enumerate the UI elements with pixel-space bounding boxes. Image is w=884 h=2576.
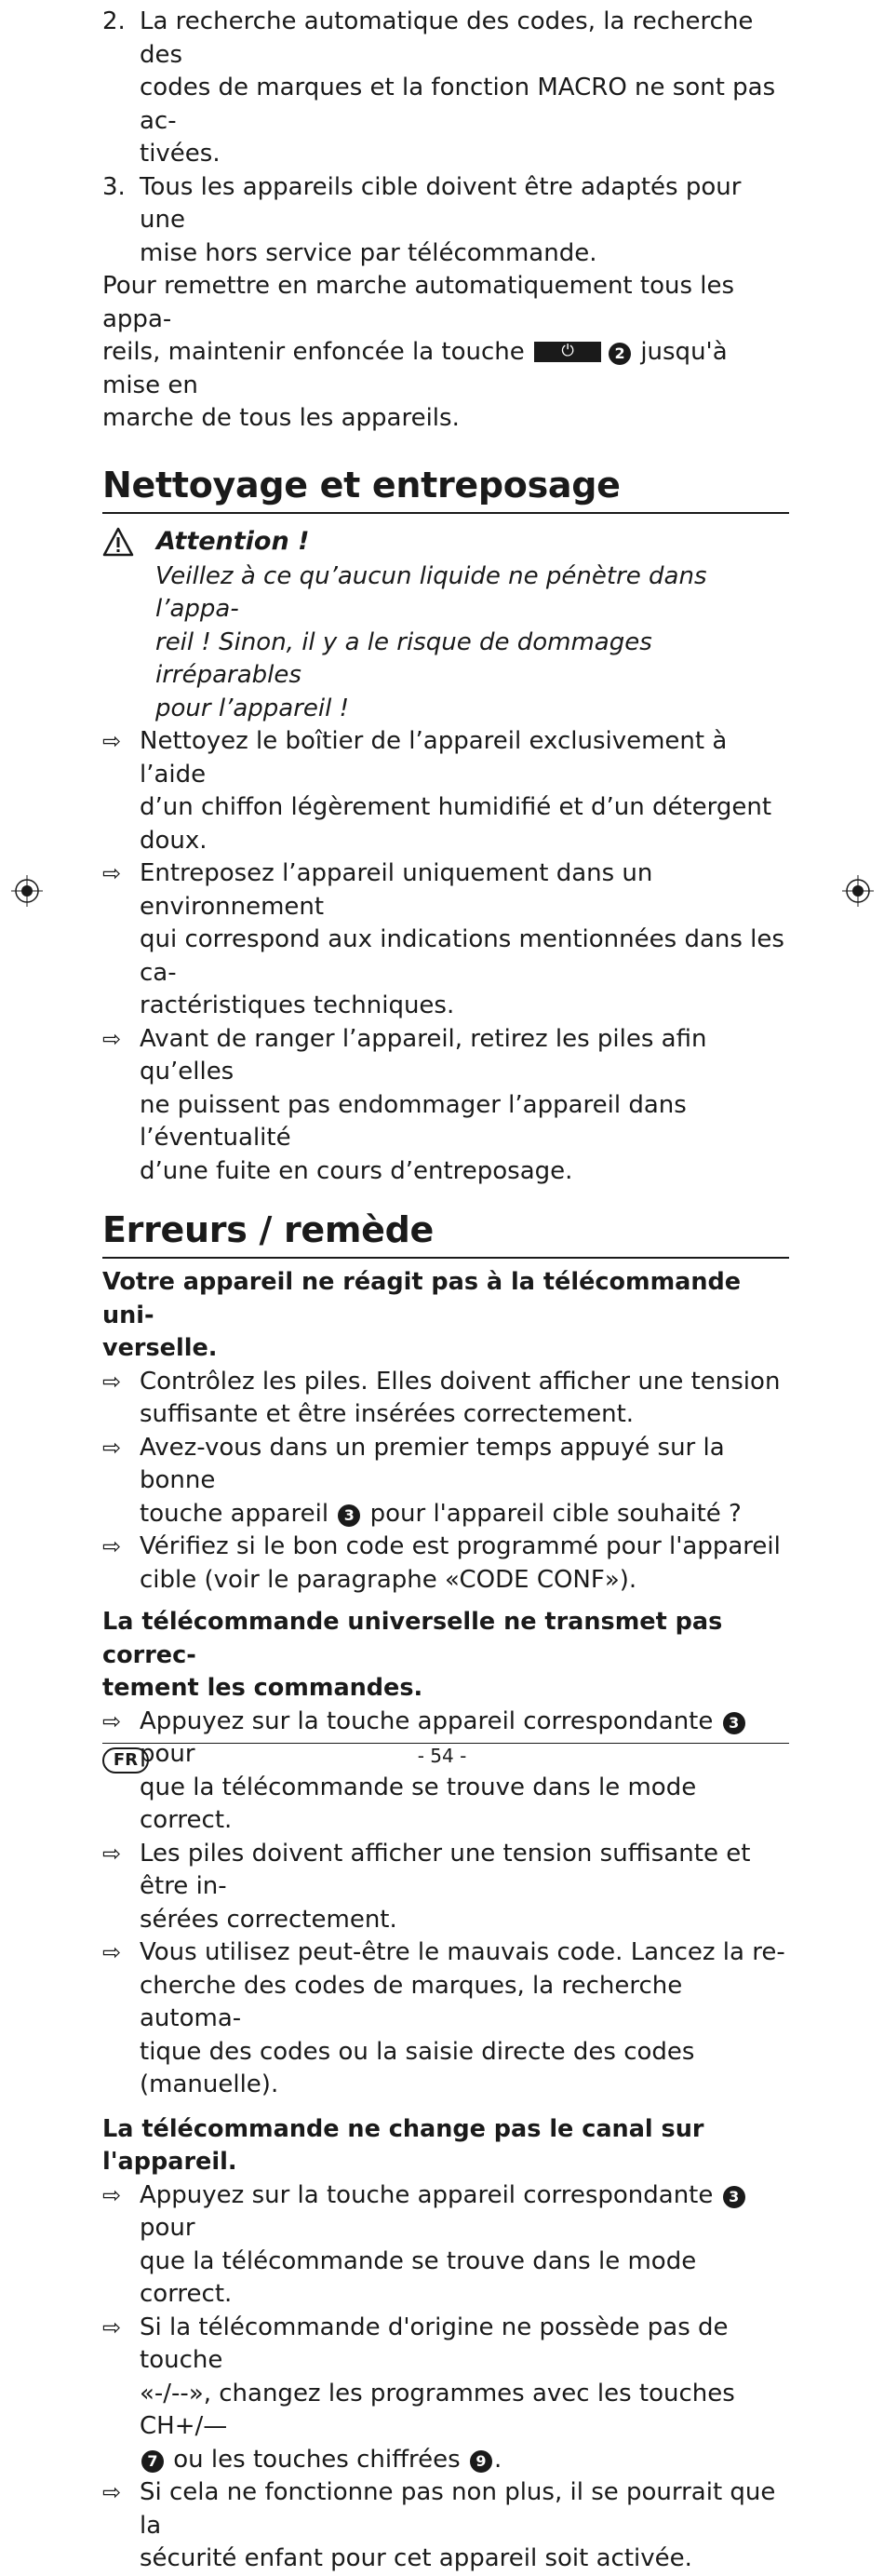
text-line: Avant de ranger l’appareil, retirez les piles afin qu’elles — [140, 1024, 707, 1086]
text-line-with-badges — [140, 2444, 789, 2477]
text-line: que la télécommande se trouve dans le mode correct. — [140, 1773, 697, 1834]
arrow-icon: ⇨ — [102, 1368, 122, 1395]
text-line: Avez-vous dans un premier temps appuyé sur la bonne — [140, 1433, 725, 1494]
arrow-icon: ⇨ — [102, 1840, 122, 1867]
text-line-with-badge — [140, 1498, 789, 1531]
warning-triangle-icon — [102, 527, 134, 557]
text-line: mise hors service par télécommande. — [140, 238, 597, 267]
warning-text-line: pour l’appareil ! — [155, 694, 350, 722]
footer-divider — [102, 1743, 789, 1744]
numbered-item-2 — [102, 6, 789, 171]
bullet-item — [102, 857, 789, 1023]
text-line: Nettoyez le boîtier de l’appareil exclusivement à l’aide — [140, 727, 728, 789]
bullet-item — [102, 1366, 789, 1432]
text-line: Entreposez l’appareil uniquement dans un environnement — [140, 859, 653, 921]
text-line: sécurité enfant pour cet appareil soit activée. — [140, 2544, 692, 2572]
problem-title-line: La télécommande universelle ne transmet pas correc- — [102, 1608, 723, 1669]
number-badge: 7 — [141, 2450, 164, 2473]
text-line: marche de tous les appareils. — [102, 404, 460, 432]
arrow-icon: ⇨ — [102, 2181, 122, 2208]
bullet-item — [102, 1706, 789, 1838]
number-badge: 3 — [338, 1504, 360, 1527]
text-fragment: Appuyez sur la touche appareil correspondante — [140, 1706, 714, 1735]
text-line-with-power-key — [102, 336, 789, 402]
bullet-item — [102, 1838, 789, 1937]
arrow-icon: ⇨ — [102, 2313, 122, 2340]
arrow-icon: ⇨ — [102, 1939, 122, 1965]
text-line: que la télécommande se trouve dans le mode correct. — [140, 2246, 697, 2308]
text-line: cible (voir le paragraphe «CODE CONF»). — [140, 1565, 637, 1594]
problem-title-line: tement les commandes. — [102, 1674, 423, 1702]
problem-title-line: Votre appareil ne réagit pas à la télécommande uni- — [102, 1268, 742, 1329]
text-line-with-badge — [140, 2179, 789, 2246]
section-heading-erreurs: Erreurs / remède — [102, 1208, 789, 1259]
bullet-item — [102, 725, 789, 857]
text-line: sérées correctement. — [140, 1905, 397, 1934]
language-badge: FR — [102, 1747, 149, 1774]
text-line: d’une fuite en cours d’entreposage. — [140, 1156, 573, 1185]
bullet-item — [102, 2476, 789, 2576]
text-fragment: touche appareil — [140, 1499, 329, 1528]
arrow-icon: ⇨ — [102, 860, 122, 886]
text-fragment: pour l'appareil cible souhaité ? — [369, 1499, 742, 1528]
text-line: ractéristiques techniques. — [140, 991, 455, 1019]
problem-title-line: La télécommande ne change pas le canal sur l'appareil. — [102, 2114, 704, 2176]
text-fragment: pour — [140, 2214, 195, 2242]
arrow-icon: ⇨ — [102, 1434, 122, 1461]
text-line: Pour remettre en marche automatiquement tous les appa- — [102, 272, 735, 333]
text-line: Contrôlez les piles. Elles doivent afficher une tension — [140, 1367, 781, 1396]
bullet-item — [102, 1531, 789, 1597]
text-line: Vous utilisez peut-être le mauvais code. Lancez la re- — [140, 1938, 785, 1966]
text-fragment: Appuyez sur la touche appareil correspondante — [140, 2180, 714, 2209]
arrow-icon: ⇨ — [102, 1025, 122, 1052]
text-fragment: reils, maintenir enfoncée la touche — [102, 338, 525, 366]
registration-mark-icon-right — [842, 875, 874, 907]
number-badge: 2 — [609, 343, 631, 365]
text-line: cherche des codes de marques, la recherche automa- — [140, 1971, 683, 2032]
item-number: 2. — [102, 7, 126, 35]
text-line: Tous les appareils cible doivent être adaptés pour une — [140, 172, 742, 234]
text-fragment: . — [493, 2445, 502, 2474]
registration-mark-icon-left — [11, 875, 43, 907]
bullet-item — [102, 2312, 789, 2477]
text-line: «-/--», changez les programmes avec les touches CH+/— — [140, 2379, 735, 2440]
arrow-icon: ⇨ — [102, 2479, 122, 2505]
arrow-icon: ⇨ — [102, 1533, 122, 1559]
text-line: suffisante et être insérées correctement. — [140, 1400, 635, 1428]
page-number: - 54 - — [417, 1745, 467, 1767]
item-number: 3. — [102, 172, 126, 201]
section-heading-nettoyage: Nettoyage et entreposage — [102, 464, 789, 514]
number-badge: 3 — [723, 2186, 745, 2208]
text-line: Si la télécommande d'origine ne possède pas de touche — [140, 2313, 729, 2374]
page-content — [102, 6, 789, 2576]
problem-title-line: verselle. — [102, 1334, 218, 1362]
text-line: tivées. — [140, 140, 221, 168]
bullet-item — [102, 1432, 789, 1531]
warning-text-line: reil ! Sinon, il y a le risque de dommages irréparables — [155, 627, 652, 689]
text-fragment: ou les touches chiffrées — [173, 2445, 461, 2474]
text-line: d’un chiffon légèrement humidifié et d’un détergent doux. — [140, 793, 772, 855]
numbered-item-3 — [102, 171, 789, 271]
text-line: qui correspond aux indications mentionnées dans les ca- — [140, 925, 784, 987]
warning-text-line: Veillez à ce qu’aucun liquide ne pénètre dans l’appa- — [155, 561, 707, 623]
text-line: La recherche automatique des codes, la recherche des — [140, 7, 754, 69]
text-fragment: pour — [140, 1740, 195, 1768]
bullet-item — [102, 2179, 789, 2312]
text-line: tique des codes ou la saisie directe des codes (manuelle). — [140, 2037, 695, 2098]
text-line: Les piles doivent afficher une tension suffisante et être in- — [140, 1839, 751, 1900]
text-line: ne puissent pas endommager l’appareil dans l’éventualité — [140, 1090, 687, 1152]
number-badge: 9 — [470, 2450, 492, 2473]
arrow-icon: ⇨ — [102, 1707, 122, 1734]
text-line: codes de marques et la fonction MACRO ne sont pas ac- — [140, 74, 776, 135]
bullet-item — [102, 1023, 789, 1189]
text-line: Vérifiez si le bon code est programmé pour l'appareil — [140, 1532, 781, 1560]
warning-title: Attention ! — [156, 527, 310, 556]
power-key-icon — [534, 342, 601, 362]
warning-header — [102, 523, 789, 560]
bullet-item — [102, 1936, 789, 2102]
power-symbol: ⏻ — [561, 342, 574, 360]
text-line: Si cela ne fonctionne pas non plus, il se pourrait que la — [140, 2478, 776, 2540]
arrow-icon: ⇨ — [102, 728, 122, 754]
text-fragment: jusqu'à mise en — [102, 338, 728, 399]
number-badge: 3 — [723, 1712, 745, 1734]
